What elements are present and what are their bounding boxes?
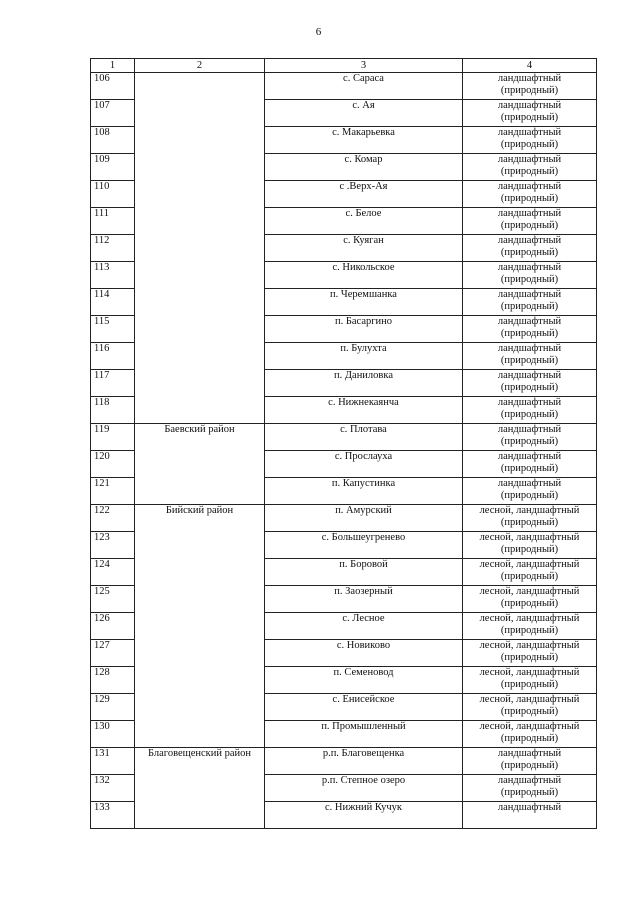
territory-type-line1: ландшафтный	[497, 451, 562, 462]
territory-type-line2: (природный)	[500, 787, 559, 798]
territory-type	[463, 748, 597, 775]
territory-type-line1: лесной, ландшафтный	[479, 559, 580, 570]
territory-type-line1: ландшафтный	[497, 262, 562, 273]
territory-type-line1: ландшафтный	[497, 100, 562, 111]
territory-type	[463, 181, 597, 208]
territory-type-line2: (природный)	[500, 247, 559, 258]
territory-type-line2: (природный)	[500, 220, 559, 231]
row-number: 114	[91, 289, 135, 316]
settlement-name: п. Басаргино	[265, 316, 463, 343]
settlement-name: п. Капустинка	[265, 478, 463, 505]
territory-type-line1: ландшафтный	[497, 478, 562, 489]
settlement-name: с. Ая	[265, 100, 463, 127]
territory-type-line1: ландшафтный	[497, 775, 562, 786]
territory-type-line2: (природный)	[500, 544, 559, 555]
territory-type-line1: лесной, ландшафтный	[479, 721, 580, 732]
territory-type	[463, 397, 597, 424]
settlement-name: с. Сараса	[265, 73, 463, 100]
table-row	[91, 73, 597, 100]
territory-type	[463, 343, 597, 370]
territory-type	[463, 640, 597, 667]
territory-type-line1: ландшафтный	[497, 802, 562, 813]
territory-type-line1: лесной, ландшафтный	[479, 640, 580, 651]
row-number: 117	[91, 370, 135, 397]
row-number: 130	[91, 721, 135, 748]
territory-type	[463, 478, 597, 505]
territory-type-line2: (природный)	[500, 328, 559, 339]
row-number: 128	[91, 667, 135, 694]
territory-type-line2: (природный)	[500, 355, 559, 366]
territory-type-line2: (природный)	[500, 193, 559, 204]
row-number: 127	[91, 640, 135, 667]
territory-type-line2: (природный)	[500, 166, 559, 177]
settlement-name: с. Куяган	[265, 235, 463, 262]
territory-type-line1: ландшафтный	[497, 154, 562, 165]
territory-type	[463, 586, 597, 613]
territory-type-line1: ландшафтный	[497, 748, 562, 759]
territory-type-line1: лесной, ландшафтный	[479, 586, 580, 597]
settlement-name: п. Боровой	[265, 559, 463, 586]
district-cell: Благовещенский район	[135, 748, 265, 829]
territory-type-line2: (природный)	[500, 706, 559, 717]
territory-type	[463, 667, 597, 694]
settlement-name: с. Комар	[265, 154, 463, 181]
territory-type	[463, 802, 597, 829]
territory-type	[463, 451, 597, 478]
settlement-name: с. Нижнекаянча	[265, 397, 463, 424]
settlement-name: с. Енисейское	[265, 694, 463, 721]
row-number: 106	[91, 73, 135, 100]
territory-type-line1: ландшафтный	[497, 289, 562, 300]
settlement-name: п. Черемшанка	[265, 289, 463, 316]
territory-type	[463, 262, 597, 289]
row-number: 125	[91, 586, 135, 613]
settlement-name: п. Семеновод	[265, 667, 463, 694]
settlement-name: с. Макарьевка	[265, 127, 463, 154]
row-number: 120	[91, 451, 135, 478]
settlement-name: п. Даниловка	[265, 370, 463, 397]
territory-type-line1: лесной, ландшафтный	[479, 505, 580, 516]
territory-type	[463, 559, 597, 586]
territory-type	[463, 370, 597, 397]
settlement-name: с. Большеугренево	[265, 532, 463, 559]
settlement-name: с. Белое	[265, 208, 463, 235]
row-number: 121	[91, 478, 135, 505]
settlement-name: с. Нижний Кучук	[265, 802, 463, 829]
table-row	[91, 424, 597, 451]
row-number: 131	[91, 748, 135, 775]
row-number: 109	[91, 154, 135, 181]
territory-type-line1: лесной, ландшафтный	[479, 532, 580, 543]
header-col-4: 4	[463, 59, 597, 73]
territory-type-line1: лесной, ландшафтный	[479, 694, 580, 705]
territory-type	[463, 100, 597, 127]
row-number: 113	[91, 262, 135, 289]
territory-type-line2: (природный)	[500, 652, 559, 663]
territory-type-line1: ландшафтный	[497, 316, 562, 327]
settlement-name: с .Верх-Ая	[265, 181, 463, 208]
territory-type-line2: (природный)	[500, 598, 559, 609]
settlement-name: с. Прослауха	[265, 451, 463, 478]
district-cell: Бийский район	[135, 505, 265, 748]
row-number: 129	[91, 694, 135, 721]
territory-type-line2: (природный)	[500, 409, 559, 420]
territory-type-line2: (природный)	[500, 85, 559, 96]
territory-type-line2: (природный)	[500, 490, 559, 501]
territory-type-line1: ландшафтный	[497, 424, 562, 435]
territory-type	[463, 775, 597, 802]
settlement-name: с. Лесное	[265, 613, 463, 640]
territory-type	[463, 721, 597, 748]
territory-type-line1: ландшафтный	[497, 181, 562, 192]
territory-table	[90, 58, 597, 829]
territory-type-line1: ландшафтный	[497, 235, 562, 246]
territory-type-line2: (природный)	[500, 463, 559, 474]
row-number: 111	[91, 208, 135, 235]
row-number: 122	[91, 505, 135, 532]
territory-type-line1: ландшафтный	[497, 397, 562, 408]
territory-type	[463, 154, 597, 181]
territory-type	[463, 235, 597, 262]
territory-type	[463, 208, 597, 235]
header-row	[91, 59, 597, 73]
header-col-2: 2	[135, 59, 265, 73]
settlement-name: р.п. Благовещенка	[265, 748, 463, 775]
territory-type	[463, 127, 597, 154]
settlement-name: п. Промышленный	[265, 721, 463, 748]
territory-type-line2: (природный)	[500, 517, 559, 528]
row-number: 126	[91, 613, 135, 640]
territory-type-line1: ландшафтный	[497, 370, 562, 381]
row-number: 132	[91, 775, 135, 802]
row-number: 112	[91, 235, 135, 262]
settlement-name: с. Никольское	[265, 262, 463, 289]
row-number: 124	[91, 559, 135, 586]
territory-type-line2: (природный)	[500, 436, 559, 447]
territory-type-line1: лесной, ландшафтный	[479, 667, 580, 678]
territory-type-line1: лесной, ландшафтный	[479, 613, 580, 624]
table-body	[91, 73, 597, 829]
territory-type-line2: (природный)	[500, 112, 559, 123]
territory-type-line2: (природный)	[500, 760, 559, 771]
territory-type-line2: (природный)	[500, 382, 559, 393]
page-number: 6	[315, 26, 322, 38]
territory-type-line1: ландшафтный	[497, 208, 562, 219]
territory-type-line1: ландшафтный	[497, 73, 562, 84]
territory-type-line2: (природный)	[500, 679, 559, 690]
settlement-name: с. Новиково	[265, 640, 463, 667]
district-cell: Баевский район	[135, 424, 265, 505]
territory-type-line2: (природный)	[500, 301, 559, 312]
district-cell	[135, 73, 265, 424]
row-number: 116	[91, 343, 135, 370]
settlement-name: р.п. Степное озеро	[265, 775, 463, 802]
territory-type	[463, 424, 597, 451]
settlement-name: с. Плотава	[265, 424, 463, 451]
settlement-name: п. Амурский	[265, 505, 463, 532]
territory-type-line2: (природный)	[500, 733, 559, 744]
settlement-name: п. Заозерный	[265, 586, 463, 613]
territory-type	[463, 532, 597, 559]
territory-type	[463, 694, 597, 721]
header-col-3: 3	[265, 59, 463, 73]
territory-type	[463, 316, 597, 343]
territory-type	[463, 73, 597, 100]
territory-type-line1: ландшафтный	[497, 343, 562, 354]
settlement-name: п. Булухта	[265, 343, 463, 370]
territory-type	[463, 505, 597, 532]
territory-type-line2: (природный)	[500, 625, 559, 636]
row-number: 119	[91, 424, 135, 451]
row-number: 107	[91, 100, 135, 127]
row-number: 123	[91, 532, 135, 559]
table-row	[91, 748, 597, 775]
row-number: 115	[91, 316, 135, 343]
row-number: 108	[91, 127, 135, 154]
table-header	[91, 59, 597, 73]
territory-type-line2: (природный)	[500, 571, 559, 582]
table-row	[91, 505, 597, 532]
row-number: 110	[91, 181, 135, 208]
row-number: 118	[91, 397, 135, 424]
territory-type-line2: (природный)	[500, 139, 559, 150]
territory-type	[463, 613, 597, 640]
header-col-1: 1	[91, 59, 135, 73]
territory-type-line2: (природный)	[500, 274, 559, 285]
territory-type-line1: ландшафтный	[497, 127, 562, 138]
territory-type	[463, 289, 597, 316]
row-number: 133	[91, 802, 135, 829]
